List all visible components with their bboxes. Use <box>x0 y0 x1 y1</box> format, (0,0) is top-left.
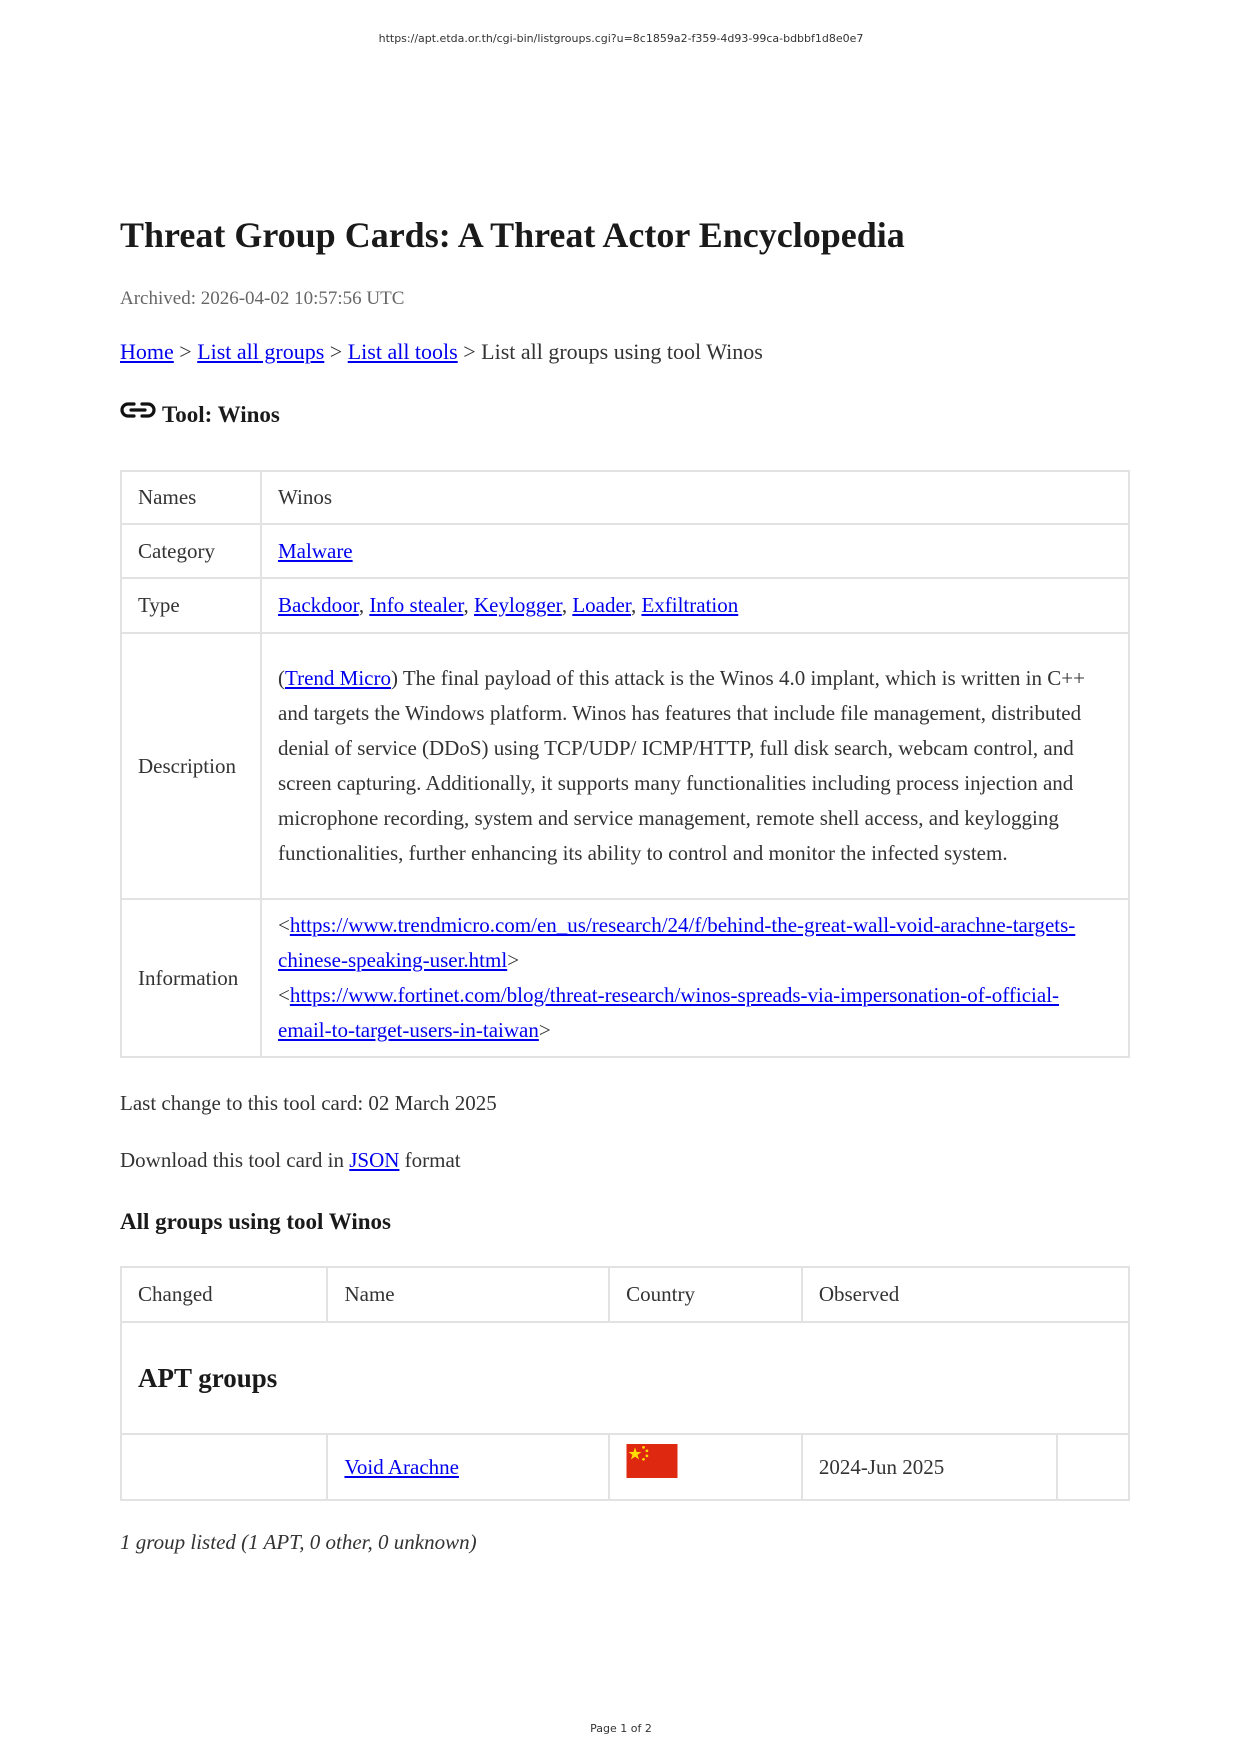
column-header-changed[interactable]: Changed <box>121 1267 327 1322</box>
type-link-info-stealer[interactable]: Info stealer <box>369 593 464 617</box>
information-value <box>261 899 1129 1057</box>
table-row <box>121 899 1129 1057</box>
groups-summary: 1 group listed (1 APT, 0 other, 0 unknown) <box>120 1530 477 1554</box>
last-change-text: Last change to this tool card: 02 March 2025 <box>120 1091 497 1115</box>
description-source-link[interactable]: Trend Micro <box>285 666 391 690</box>
page-title: Threat Group Cards: A Threat Actor Encyclopedia <box>120 215 905 255</box>
breadcrumb <box>120 339 763 365</box>
breadcrumb-separator: > <box>463 339 476 364</box>
type-separator: , <box>463 593 475 617</box>
description-label: Description <box>121 633 261 899</box>
type-value-cell <box>261 578 1129 633</box>
type-link-loader[interactable]: Loader <box>572 593 631 617</box>
type-link-keylogger[interactable]: Keylogger <box>474 593 562 617</box>
china-flag-icon <box>626 1444 678 1478</box>
table-row <box>121 1434 1129 1500</box>
table-row <box>121 524 1129 578</box>
section-cell <box>121 1322 1129 1434</box>
column-header-observed[interactable]: Observed <box>802 1267 1129 1322</box>
groups-section-title: All groups using tool Winos <box>120 1209 391 1234</box>
link-icon <box>120 398 156 422</box>
type-separator: , <box>358 593 370 617</box>
breadcrumb-list-tools-link[interactable]: List all tools <box>347 339 458 364</box>
link-open-bracket: < <box>278 983 290 1007</box>
description-text: ) The final payload of this attack is the Winos 4.0 implant, which is written in C++ and targets the Windows platform. Winos has features that include file management, distributed denial of service (DDoS) using TCP/UDP/ ICMP/HTTP, full disk search, webcam control, and screen capturing. Additionally, it supports many functionalities including process injection and microphone recording, system and service management, remote shell access, and keylogging functionalities, further enhancing its ability to control and monitor the infected system. <box>278 666 1085 865</box>
breadcrumb-home-link[interactable]: Home <box>120 339 174 364</box>
information-label: Information <box>121 899 261 1057</box>
archived-timestamp: Archived: 2026-04-02 10:57:56 UTC <box>120 288 405 309</box>
names-value: Winos <box>261 471 1129 524</box>
link-open-bracket: < <box>278 913 290 937</box>
table-row <box>121 633 1129 899</box>
information-link-trendmicro[interactable]: https://www.trendmicro.com/en_us/research/24/f/behind-the-great-wall-void-arachne-targets-chinese-speaking-user.html <box>278 913 1076 972</box>
download-suffix: format <box>399 1148 461 1172</box>
table-row <box>121 578 1129 633</box>
page-number: Page 1 of 2 <box>590 1722 652 1735</box>
breadcrumb-list-groups-link[interactable]: List all groups <box>197 339 325 364</box>
type-label: Type <box>121 578 261 633</box>
apt-groups-heading: APT groups <box>138 1362 278 1393</box>
category-link[interactable]: Malware <box>278 538 353 563</box>
description-value <box>261 633 1129 899</box>
tool-info-table <box>120 470 1130 1058</box>
changed-cell <box>121 1434 327 1500</box>
names-label: Names <box>121 471 261 524</box>
print-header-url: https://apt.etda.or.th/cgi-bin/listgroups.cgi?u=8c1859a2-f359-4d93-99ca-bdbbf1d8e0e7 <box>378 32 864 45</box>
groups-table <box>120 1266 1130 1501</box>
name-cell <box>327 1434 609 1500</box>
group-link-void-arachne[interactable]: Void Arachne <box>344 1454 459 1479</box>
column-header-name[interactable]: Name <box>327 1267 609 1322</box>
information-link-fortinet[interactable]: https://www.fortinet.com/blog/threat-research/winos-spreads-via-impersonation-of-official-email-to-target-users-in-taiwan <box>278 983 1060 1042</box>
breadcrumb-current: List all groups using tool Winos <box>481 339 763 364</box>
type-link-exfiltration[interactable]: Exfiltration <box>641 593 739 617</box>
tool-heading <box>120 402 280 428</box>
breadcrumb-separator: > <box>329 339 343 364</box>
breadcrumb-separator: > <box>179 339 192 364</box>
type-separator: , <box>561 593 573 617</box>
country-cell <box>609 1434 802 1500</box>
link-close-bracket: > <box>507 948 520 972</box>
type-separator: , <box>630 593 642 617</box>
extra-cell <box>1057 1434 1129 1500</box>
category-value-cell <box>261 524 1129 578</box>
link-close-bracket: > <box>538 1018 551 1042</box>
observed-cell: 2024-Jun 2025 <box>802 1434 1057 1500</box>
download-line <box>120 1148 461 1173</box>
type-link-backdoor[interactable]: Backdoor <box>278 593 359 617</box>
json-download-link[interactable]: JSON <box>349 1148 400 1172</box>
groups-header-row <box>121 1267 1129 1322</box>
table-row <box>121 471 1129 524</box>
tool-heading-text: Tool: Winos <box>162 402 280 427</box>
section-row <box>121 1322 1129 1434</box>
column-header-country[interactable]: Country <box>609 1267 802 1322</box>
description-open-paren: ( <box>278 666 285 690</box>
category-label: Category <box>121 524 261 578</box>
download-prefix: Download this tool card in <box>120 1148 350 1172</box>
